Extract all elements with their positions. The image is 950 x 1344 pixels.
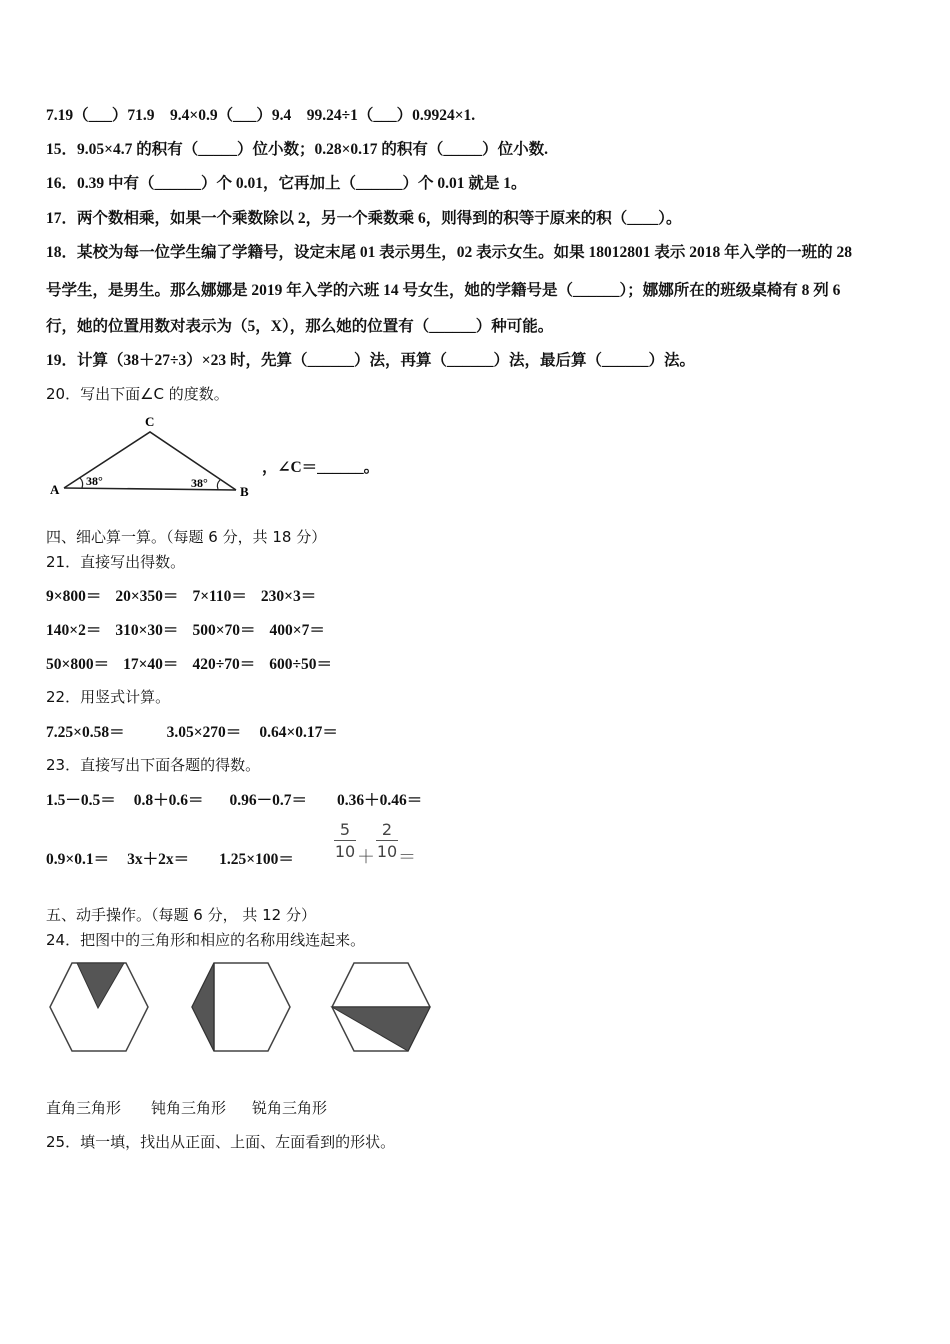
q22-item: 7.25×0.58＝ <box>46 724 125 741</box>
fraction-2-denominator: 10 <box>376 842 398 861</box>
fraction-1-numerator: 5 <box>339 820 351 839</box>
hexagon-figure-1 <box>46 960 152 1054</box>
question-14: 7.19（___）71.9 9.4×0.9（___）9.4 99.24÷1（___）0.9924×1. <box>46 107 476 124</box>
q23-item: 1.25×100＝ <box>219 851 294 868</box>
triangle-figure <box>46 410 266 502</box>
section-4-title: 四、细心算一算。（每题 6 分，共 18 分） <box>46 528 327 546</box>
q21-item: 420÷70＝ <box>192 656 256 673</box>
q23-item: 0.9×0.1＝ <box>46 851 110 868</box>
name-right-triangle: 直角三角形 <box>46 1099 122 1117</box>
question-20-answer: ，∠C＝______。 <box>262 459 380 476</box>
question-20: 20．写出下面∠C 的度数。 <box>46 385 229 403</box>
fraction-1-bar <box>334 840 356 841</box>
angle-a-label: 38° <box>86 474 103 488</box>
name-acute-triangle: 锐角三角形 <box>252 1099 328 1117</box>
q21-item: 20×350＝ <box>115 588 179 605</box>
fraction-1 <box>334 820 356 861</box>
q21-row-3 <box>46 652 332 674</box>
q21-row-2 <box>46 618 325 640</box>
question-24: 24．把图中的三角形和相应的名称用线连起来。 <box>46 931 366 949</box>
question-25: 25．填一填，找出从正面、上面、左面看到的形状。 <box>46 1133 396 1151</box>
name-obtuse-triangle: 钝角三角形 <box>151 1099 227 1117</box>
q21-item: 400×7＝ <box>269 622 325 639</box>
label-a: A <box>50 482 60 497</box>
angle-arc-b <box>217 480 220 489</box>
q21-row-1 <box>46 584 316 606</box>
question-18-line-3: 行，她的位置用数对表示为（5，X），那么她的位置有（______）种可能。 <box>46 318 554 335</box>
question-17: 17．两个数相乘，如果一个乘数除以 2，另一个乘数乘 6，则得到的积等于原来的积（____）。 <box>46 210 682 227</box>
q21-item: 600÷50＝ <box>269 656 332 673</box>
q21-item: 17×40＝ <box>123 656 179 673</box>
q23-row-2 <box>46 847 294 869</box>
q21-item: 50×800＝ <box>46 656 110 673</box>
triangle-names <box>46 1097 327 1118</box>
q23-item: 0.36＋0.46＝ <box>337 792 423 809</box>
fraction-2-numerator: 2 <box>381 820 393 839</box>
question-21: 21．直接写出得数。 <box>46 553 186 571</box>
hexagon-figure-2 <box>188 960 294 1054</box>
triangle-base <box>64 488 236 490</box>
question-22: 22．用竖式计算。 <box>46 688 171 706</box>
q21-item: 140×2＝ <box>46 622 102 639</box>
equals-sign: ＝ <box>398 847 416 868</box>
section-5-title: 五、动手操作。（每题 6 分， 共 12 分） <box>46 906 316 924</box>
q21-item: 230×3＝ <box>260 588 317 605</box>
question-23: 23．直接写出下面各题的得数。 <box>46 756 261 774</box>
q21-item: 7×110＝ <box>192 588 247 605</box>
q23-item: 1.5－0.5＝ <box>46 792 116 809</box>
fraction-2-bar <box>376 840 398 841</box>
q21-item: 500×70＝ <box>192 622 256 639</box>
question-18-line-1: 18．某校为每一位学生编了学籍号，设定末尾 01 表示男生，02 表示女生。如果 18012801 表示 2018 年入学的一班的 28 <box>46 244 853 261</box>
q22-row <box>46 720 338 742</box>
fraction-2 <box>376 820 398 861</box>
label-b: B <box>240 484 249 499</box>
q21-item: 9×800＝ <box>46 588 102 605</box>
q23-row-1 <box>46 788 422 810</box>
q23-item: 3x＋2x＝ <box>127 851 190 868</box>
shaded-triangle <box>192 963 214 1051</box>
label-c: C <box>145 414 155 429</box>
fraction-1-denominator: 10 <box>334 842 356 861</box>
plus-sign: ＋ <box>357 847 375 868</box>
q22-item: 0.64×0.17＝ <box>259 724 338 741</box>
q23-item: 0.96－0.7＝ <box>229 792 308 809</box>
hexagon-figure-3 <box>328 960 434 1054</box>
angle-b-label: 38° <box>191 476 208 490</box>
angle-arc-a <box>80 478 83 488</box>
q22-item: 3.05×270＝ <box>166 724 242 741</box>
question-19: 19．计算（38＋27÷3）×23 时，先算（______）法，再算（______）法，最后算（______）法。 <box>46 352 695 369</box>
question-15: 15．9.05×4.7 的积有（_____）位小数；0.28×0.17 的积有（_____）位小数. <box>46 141 549 158</box>
question-18-line-2: 号学生，是男生。那么娜娜是 2019 年入学的六班 14 号女生，她的学籍号是（______）；娜娜所在的班级桌椅有 8 列 6 <box>46 282 841 299</box>
q21-item: 310×30＝ <box>115 622 179 639</box>
q23-item: 0.8＋0.6＝ <box>133 792 204 809</box>
question-16: 16．0.39 中有（______）个 0.01，它再加上（______）个 0.01 就是 1。 <box>46 175 527 192</box>
